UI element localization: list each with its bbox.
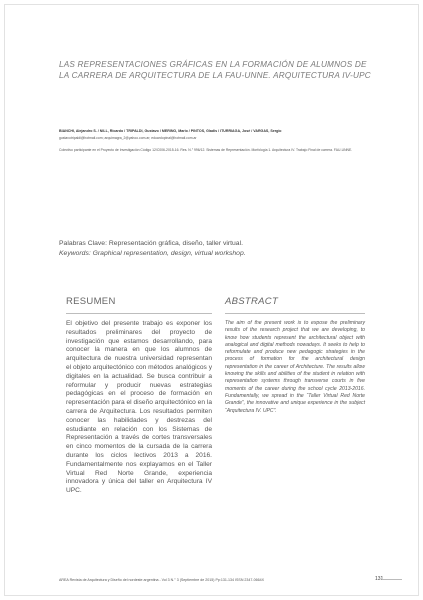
resumen-body: El objetivo del presente trabajo es exponer los resultados preliminares del proyecto de investigación que estamos desarrollando, para conocer la manera en que los alumnos de arquitectura de nuestra universidad representan el objeto arquitectónico con métodos analógicos y digitales en la actualidad. Se busca contribuir a reformular y producir nuevas estrategias pedagógicas en el proceso de formación en representación para el diseño arquitectónico en la carrera de Arquitectura. Los resultados permiten conocer las habilidades y destrezas del estudiante en relación con los Sistemas de Representación a través de cortes transversales en cinco momentos de la cursada de la carrera durante los ciclos lectivos 2013 a 2016. Fundamentalmente nos explayamos en el Taller Virtual Red Norte Grande, experiencia innovadora y única del taller en Arquitectura IV UPC. bbox=[66, 320, 212, 495]
page-number: 131 bbox=[375, 576, 384, 582]
abstract-heading: ABSTRACT bbox=[225, 296, 365, 314]
resumen-heading: RESUMEN bbox=[66, 296, 212, 314]
paper-page bbox=[4, 4, 419, 596]
affiliation-note: Colectivo participante en el Proyecto de Investigación Código 12/C006-2015-16. Res. N.° 996/12. Sistemas de Representación. Morfología 1. Arquitectura IV. Trabajo Final de carrera. FAU-UNNE. bbox=[59, 148, 353, 152]
keywords-english: Keywords: Graphical representation, design, virtual workshop. bbox=[59, 250, 246, 257]
abstract-column bbox=[225, 296, 365, 415]
resumen-column bbox=[66, 296, 212, 496]
abstract-body: The aim of the present work is to expose the preliminary results of the research project that we are developing, to know how students represent the architectural object with analogical and digital methods nowadays. It seeks to help to reformulate and produce new pedagogic strategies in the process of formation for the architectural design representation in the career of Architecture. The results allow knowing the skills and abilities of the student in relation with representation systems through transverse courts in five moments of the career during the school cycle 2013-2016. Fundamentally, we spread in the “Taller Virtual Red Norte Grande”, the innovative and unique experience in the subject “Arquitectura IV. UPC”. bbox=[225, 320, 365, 414]
page-number-rule bbox=[382, 579, 402, 580]
author-emails: gustavotripaldi@hotmail.com; arquimagra_2@yahoo.com.ar; eduardopinal@hotmail.com.ar bbox=[59, 136, 197, 140]
article-title: LAS REPRESENTACIONES GRÁFICAS EN LA FORMACIÓN DE ALUMNOS DE LA CARRERA DE ARQUITECTURA DE LA FAU-UNNE. ARQUITECTURA IV-UPC bbox=[59, 60, 371, 80]
journal-footer: AREA Revista de Arquitectura y Diseño del nordeste argentina - Vol 3 N.° 3 (Septiembre de 2015) Pp:131-134 ISSN 2347-0664X bbox=[59, 578, 265, 582]
keywords-spanish: Palabras Clave: Representación gráfica, diseño, taller virtual. bbox=[59, 240, 243, 247]
keywords-block bbox=[59, 239, 369, 259]
author-list: BIANCHI, Alejandro S. / NILL, Ricardo / TRIPALDI, Gustavo / MERINO, Mario / PINTOS, Gladis / ITURRIAGA, José / VARGAS, Sergio bbox=[59, 129, 282, 133]
